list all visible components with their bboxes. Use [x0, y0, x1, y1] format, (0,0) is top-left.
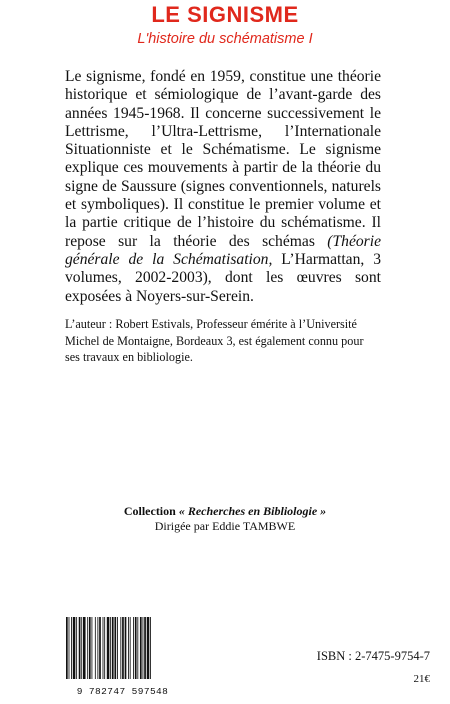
author-note: L’auteur : Robert Estivals, Professeur émérite à l’Université Michel de Montaigne, Bordeaux 3, est également connu pour ses travaux en bibliologie.	[65, 317, 364, 364]
barcode-bar	[97, 617, 98, 679]
barcode-bar	[135, 617, 137, 679]
barcode-bar	[79, 617, 81, 679]
book-title: LE SIGNISME	[151, 2, 299, 27]
barcode-bar	[107, 617, 110, 679]
barcode-bar	[114, 617, 116, 679]
barcode-bar	[112, 617, 114, 679]
book-subtitle: L'histoire du schématisme I	[137, 31, 313, 47]
barcode-bar	[140, 617, 142, 679]
barcode-bar	[76, 617, 77, 679]
description-text-1: Le signisme, fondé en 1959, constitue une théorie historique et sémiologique de l’avant-garde des années 1945-1968. Il concerne successivement le Lettrisme, l’Ultra-Lettrisme, l’Internationale Situationniste et le Schématisme. Le signisme explique ces mouvements à partir de la théorie du signe de Saussure (signes conventionnels, naturels et symboliques). Il constitue le premier volume et la partie critique de l’histoire du schématisme. Il repose sur la théorie des schémas	[65, 68, 381, 250]
description-text-2: L’Harmattan, 3 volumes, 2002-2003), dont les œuvres sont exposées à Noyers-sur-Serein.	[65, 250, 381, 305]
barcode-bar	[89, 617, 91, 679]
barcode-bar	[104, 617, 105, 679]
price: 21€	[413, 673, 430, 685]
barcode-bar	[120, 617, 121, 679]
barcode-bar	[92, 617, 93, 679]
barcode-bar	[81, 617, 82, 679]
barcode-bar	[117, 617, 118, 679]
barcode-bar	[128, 617, 129, 679]
referenced-work-title: (Théorie générale de la Schématisation,	[65, 232, 381, 268]
barcode-bar	[143, 617, 144, 679]
barcode-bar	[122, 617, 124, 679]
barcode-bar	[83, 617, 86, 679]
barcode-bar	[66, 617, 68, 679]
collection-label: Collection	[123, 504, 176, 518]
barcode-bar	[144, 617, 146, 679]
barcode-bar	[87, 617, 88, 679]
barcode-bar	[130, 617, 131, 679]
barcode-bar	[95, 617, 96, 679]
barcode-bar	[133, 617, 134, 679]
barcode-bar	[125, 617, 127, 679]
collection-director: Dirigée par Eddie TAMBWE	[154, 519, 296, 533]
barcode-bar	[150, 617, 151, 679]
barcode-bar	[99, 617, 101, 679]
collection-line	[0, 504, 450, 519]
barcode-image	[64, 617, 179, 687]
collection-title: « Recherches en Bibliologie »	[178, 504, 327, 518]
isbn: ISBN : 2-7475-9754-7	[316, 649, 430, 663]
barcode-bar	[69, 617, 70, 679]
barcode-bar	[71, 617, 72, 679]
barcode-bar	[110, 617, 111, 679]
barcode-bar	[103, 617, 104, 679]
barcode-bar	[73, 617, 76, 679]
collection-block	[0, 504, 450, 534]
barcode-number: 9 782747 597548	[76, 686, 169, 697]
description-paragraph	[65, 68, 381, 306]
barcode-bar	[137, 617, 138, 679]
barcode-bar	[147, 617, 150, 679]
